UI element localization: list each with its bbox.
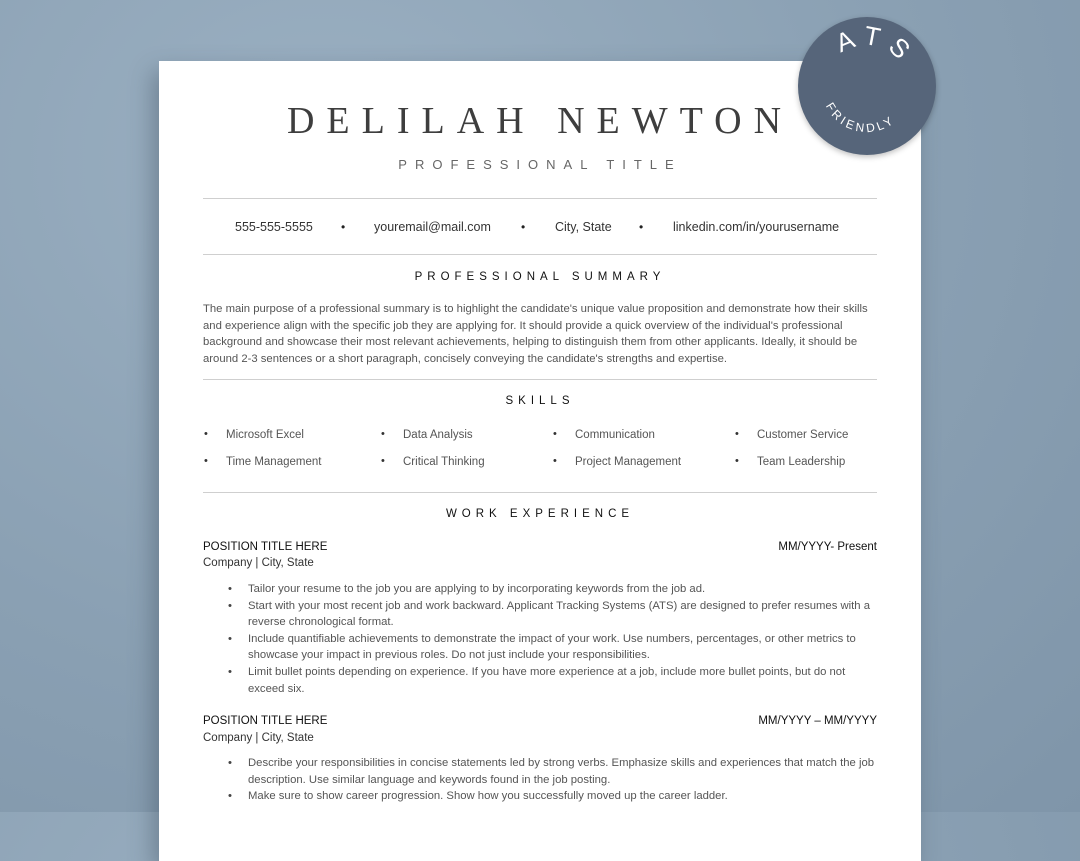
contact-separator: • [341,220,346,234]
skill-item: • Data Analysis [381,428,473,441]
ats-friendly-badge [798,17,936,155]
skills-heading: SKILLS [505,395,575,407]
bullet-icon: • [735,455,739,467]
contact-linkedin: linkedin.com/in/yourusername [673,220,840,234]
job-title: POSITION TITLE HERE [203,541,328,553]
bullet-icon: • [381,428,385,440]
bullet-icon: • [553,455,557,467]
divider [203,379,877,380]
list-item: • Start with your most recent job and work backward. Applicant Tracking Systems (ATS) are designed to prefer resumes with a reverse chronological format. [248,598,878,631]
summary-heading: PROFESSIONAL SUMMARY [414,271,666,283]
divider [203,492,877,493]
list-item: • Include quantifiable achievements to demonstrate the impact of your work. Use numbers, percentages, or other metrics to showcase your impact in previous roles. Do not just include your responsibilities. [248,631,878,664]
skill-item: • Microsoft Excel [204,428,304,441]
summary-text: The main purpose of a professional summary is to highlight the candidate's unique value proposition and demonstrate how their skills and experience align with the specific job they are applying for. It should provide a quick overview of the individual's professional background and showcase their most relevant achievements, helping to distinguish them from other applicants. Ideally, it should be around 2-3 sentences or a short paragraph, concisely conveying the candidate's strengths and expertise. [203,303,868,365]
contact-email: youremail@mail.com [374,220,491,234]
job-bullets [248,755,878,805]
job-company: Company | City, State [203,557,314,569]
contact-location: City, State [555,220,612,234]
list-item: • Make sure to show career progression. Show how you successfully moved up the career ladder. [248,788,878,805]
list-item: • Describe your responsibilities in concise statements led by strong verbs. Emphasize skills and experiences that match the job description. Use similar language and keywords found in the job posting. [248,755,878,788]
job-title: POSITION TITLE HERE [203,715,328,727]
bullet-icon: • [553,428,557,440]
job-dates: MM/YYYY – MM/YYYY [758,715,877,727]
list-item: • Limit bullet points depending on experience. If you have more experience at a job, include more bullet points, but do not exceed six. [248,664,878,697]
badge-line1: ATS [831,19,922,71]
skill-item: • Communication [553,428,655,441]
badge-line2: FRIENDLY [822,99,899,136]
contact-separator: • [639,220,644,234]
skill-item: • Team Leadership [735,455,846,468]
bullet-icon: • [735,428,739,440]
skill-item: • Project Management [553,455,682,468]
job-bullets [248,581,878,697]
candidate-name: DELILAH NEWTON [286,100,794,142]
bullet-icon: • [204,428,208,440]
experience-heading: WORK EXPERIENCE [445,508,635,520]
job-company: Company | City, State [203,732,314,744]
divider [203,254,877,255]
divider [203,198,877,199]
bullet-icon: • [204,455,208,467]
skill-item: • Critical Thinking [381,455,485,468]
contact-separator: • [521,220,526,234]
resume-page [159,61,921,861]
list-item: • Tailor your resume to the job you are applying to by incorporating keywords from the job ad. [248,581,878,598]
contact-phone: 555-555-5555 [235,220,313,234]
badge-text-arc [798,17,936,155]
professional-title: PROFESSIONAL TITLE [398,157,682,172]
skill-item: • Time Management [204,455,322,468]
bullet-icon: • [381,455,385,467]
job-dates: MM/YYYY- Present [778,541,877,553]
skill-item: • Customer Service [735,428,849,441]
